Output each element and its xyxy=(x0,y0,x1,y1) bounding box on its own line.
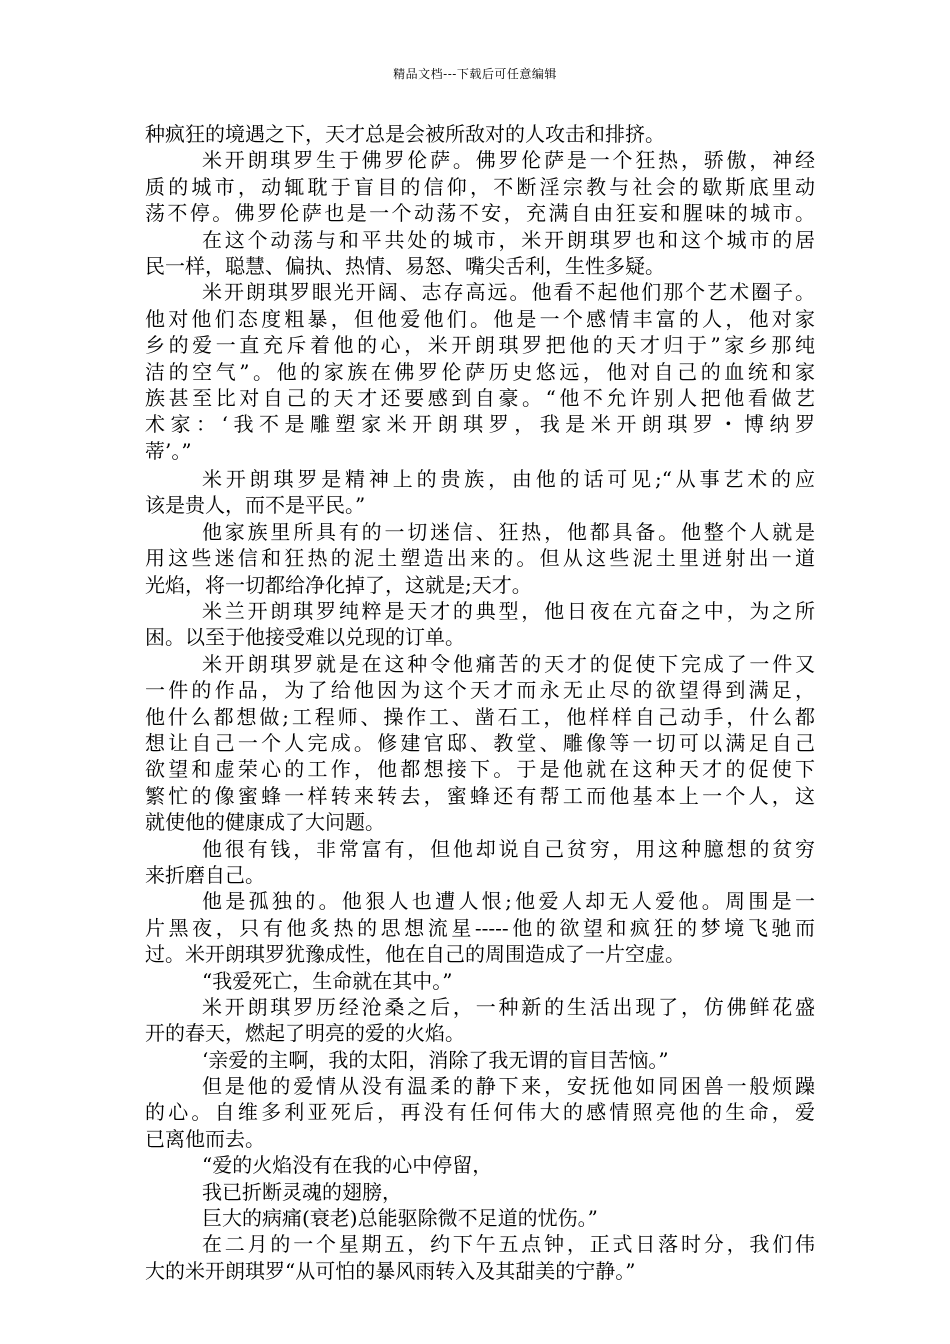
text-line: 的心。自维多利亚死后，再没有任何伟大的感情照亮他的生命，爱 xyxy=(145,1100,815,1125)
text-line: 已离他而去。 xyxy=(145,1126,265,1151)
text-line: 困。以至于他接受难以兑现的订单。 xyxy=(145,625,465,650)
text-line: “爱的火焰没有在我的心中停留， xyxy=(202,1153,493,1178)
text-line: 用这些迷信和狂热的泥土塑造出来的。但从这些泥土里迸射出一道 xyxy=(145,546,815,571)
text-line: 米开朗琪罗就是在这种令他痛苦的天才的促使下完成了一件又 xyxy=(202,651,815,676)
text-line: 米开朗琪罗历经沧桑之后，一种新的生活出现了，仿佛鲜花盛 xyxy=(202,994,815,1019)
text-line: 大的米开朗琪罗“从可怕的暴风雨转入及其甜美的宁静。” xyxy=(145,1258,636,1283)
page-header: 精品文档---下载后可任意编辑 xyxy=(393,67,557,81)
text-line: 开的春天，燃起了明亮的爱的火焰。 xyxy=(145,1021,465,1046)
text-line: 但是他的爱情从没有温柔的静下来，安抚他如同困兽一般烦躁 xyxy=(202,1074,815,1099)
text-line: 米兰开朗琪罗纯粹是天才的典型，他日夜在亢奋之中，为之所 xyxy=(202,599,815,624)
text-line: ‘亲爱的主啊，我的太阳，消除了我无谓的盲目苦恼。” xyxy=(202,1047,669,1072)
text-line: 质的城市，动辄耽于盲目的信仰，不断淫宗教与社会的歇斯底里动 xyxy=(145,174,815,199)
text-line: 他家族里所具有的一切迷信、狂热，他都具备。他整个人就是 xyxy=(202,519,815,544)
text-line: 他什么都想做;工程师、操作工、凿石工，他样样自己动手，什么都 xyxy=(145,704,815,729)
text-line: 族甚至比对自己的天才还要感到自豪。“他不允许别人把他看做艺 xyxy=(145,385,815,410)
text-line: 他很有钱，非常富有，但他却说自己贫穷，用这种臆想的贫穷 xyxy=(202,836,815,861)
text-line: 我已折断灵魂的翅膀， xyxy=(202,1179,402,1204)
text-line: 就使他的健康成了大问题。 xyxy=(145,810,385,835)
text-line: 欲望和虚荣心的工作，他都想接下。于是他就在这种天才的促使下 xyxy=(145,757,815,782)
document-body xyxy=(145,121,815,1284)
text-line: 来折磨自己。 xyxy=(145,862,265,887)
text-line: 在这个动荡与和平共处的城市，米开朗琪罗也和这个城市的居 xyxy=(202,227,815,252)
text-line: 繁忙的像蜜蜂一样转来转去，蜜蜂还有帮工而他基本上一个人，这 xyxy=(145,783,815,808)
text-line: 一件的作品，为了给他因为这个天才而永无止尽的欲望得到满足， xyxy=(145,678,815,703)
text-line: 他对他们态度粗暴，但他爱他们。他是一个感情丰富的人，他对家 xyxy=(145,306,815,331)
text-line: 蒂’。” xyxy=(145,438,192,463)
text-line: 民一样，聪慧、偏执、热情、易怒、嘴尖舌利，生性多疑。 xyxy=(145,253,665,278)
text-line: 过。米开朗琪罗犹豫成性，他在自己的周围造成了一片空虚。 xyxy=(145,942,685,967)
text-line: 米开朗琪罗眼光开阔、志存高远。他看不起他们那个艺术圈子。 xyxy=(202,280,815,305)
text-line: 他是孤独的。他狠人也遭人恨;他爱人却无人爱他。周围是一 xyxy=(202,889,815,914)
text-line: 洁的空气”。他的家族在佛罗伦萨历史悠远，他对自己的血统和家 xyxy=(145,359,815,384)
text-line: 荡不停。佛罗伦萨也是一个动荡不安，充满自由狂妄和腥味的城市。 xyxy=(145,201,815,226)
text-line: 种疯狂的境遇之下，天才总是会被所敌对的人攻击和排挤。 xyxy=(145,122,665,146)
text-line: 米开朗琪罗生于佛罗伦萨。佛罗伦萨是一个狂热，骄傲，神经 xyxy=(202,148,815,173)
text-line: 乡的爱一直充斥着他的心，米开朗琪罗把他的天才归于”家乡那纯 xyxy=(145,333,815,358)
text-line: 巨大的病痛(衰老)总能驱除微不足道的忧伤。” xyxy=(202,1206,598,1231)
text-line: 在二月的一个星期五，约下午五点钟，正式日落时分，我们伟 xyxy=(202,1232,815,1257)
text-line: 术家：‘我不是雕塑家米开朗琪罗，我是米开朗琪罗・博纳罗 xyxy=(145,412,815,437)
text-line: 米开朗琪罗是精神上的贵族，由他的话可见;“从事艺术的应 xyxy=(202,467,815,492)
text-line: 光焰，将一切都给净化掉了，这就是;天才。 xyxy=(145,572,532,597)
text-line: 该是贵人，而不是平民。” xyxy=(145,493,366,518)
text-line: 片黑夜，只有他炙热的思想流星-----他的欲望和疯狂的梦境飞驰而 xyxy=(145,915,815,940)
text-line: 想让自己一个人完成。修建官邸、教堂、雕像等一切可以满足自己 xyxy=(145,730,815,755)
text-line: “我爱死亡，生命就在其中。” xyxy=(202,968,453,993)
